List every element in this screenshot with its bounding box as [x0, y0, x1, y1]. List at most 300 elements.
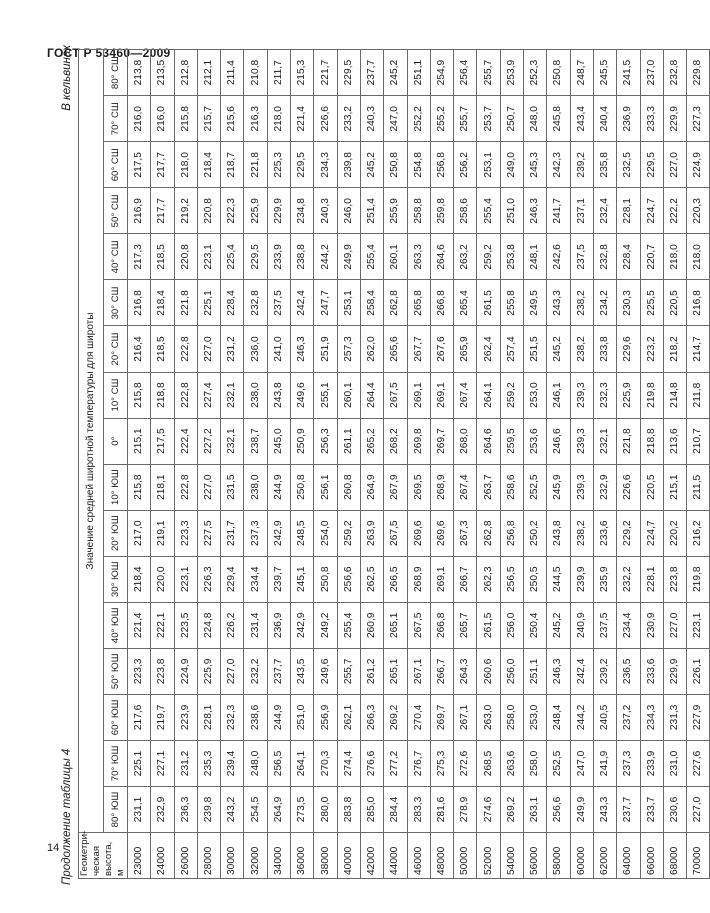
temperature-cell: 213,6: [663, 418, 686, 464]
temperature-cell: 274,4: [337, 740, 360, 786]
temperature-cell: 232,4: [593, 188, 616, 234]
temperature-cell: 227,6: [687, 740, 710, 786]
temperature-cell: 220,3: [687, 188, 710, 234]
temperature-cell: 241,7: [547, 188, 570, 234]
temperature-cell: 265,1: [384, 602, 407, 648]
temperature-cell: 224,7: [640, 188, 663, 234]
table-row: [640, 50, 663, 879]
temperature-cell: 238,0: [244, 464, 267, 510]
temperature-cell: 237,5: [267, 280, 290, 326]
latitude-column-header: 80° СШ: [103, 50, 128, 96]
temperature-cell: 220,0: [151, 556, 174, 602]
temperature-cell: 251,4: [360, 188, 383, 234]
temperature-cell: 237,7: [360, 50, 383, 96]
temperature-cell: 255,7: [337, 648, 360, 694]
temperature-cell: 249,6: [314, 648, 337, 694]
document-header: ГОСТ Р 53460—2009: [47, 46, 171, 60]
temperature-cell: 222,3: [221, 188, 244, 234]
temperature-cell: 259,2: [477, 234, 500, 280]
temperature-cell: 284,4: [384, 786, 407, 832]
temperature-cell: 268,2: [384, 418, 407, 464]
temperature-cell: 211,8: [687, 372, 710, 418]
temperature-cell: 260,6: [477, 648, 500, 694]
temperature-cell: 246,1: [547, 372, 570, 418]
temperature-cell: 248,1: [524, 234, 547, 280]
temperature-cell: 232,9: [151, 786, 174, 832]
temperature-cell: 269,6: [430, 510, 453, 556]
temperature-cell: 268,5: [477, 740, 500, 786]
temperature-cell: 247,0: [570, 740, 593, 786]
temperature-cell: 253,6: [524, 418, 547, 464]
temperature-cell: 243,3: [547, 280, 570, 326]
temperature-cell: 226,3: [197, 556, 220, 602]
altitude-header: Геометри-ческая высота, м: [79, 833, 128, 879]
temperature-cell: 223,1: [174, 556, 197, 602]
temperature-cell: 215,8: [174, 96, 197, 142]
temperature-cell: 219,7: [151, 694, 174, 740]
temperature-cell: 232,9: [593, 464, 616, 510]
temperature-cell: 250,8: [291, 464, 314, 510]
temperature-cell: 263,0: [477, 694, 500, 740]
temperature-cell: 222,8: [174, 326, 197, 372]
temperature-cell: 231,5: [221, 464, 244, 510]
table-row: [524, 50, 547, 879]
temperature-cell: 267,1: [407, 648, 430, 694]
temperature-cell: 245,5: [593, 50, 616, 96]
temperature-cell: 264,9: [267, 786, 290, 832]
latitude-group-header: Значение средней широтной температуры для широты: [79, 50, 104, 833]
temperature-cell: 231,4: [244, 602, 267, 648]
temperature-cell: 223,5: [174, 602, 197, 648]
temperature-cell: 253,1: [477, 142, 500, 188]
temperature-cell: 235,8: [593, 142, 616, 188]
temperature-cell: 269,5: [407, 464, 430, 510]
temperature-cell: 217,6: [128, 694, 151, 740]
temperature-cell: 233,9: [267, 234, 290, 280]
temperature-cell: 267,9: [384, 464, 407, 510]
temperature-cell: 232,1: [221, 372, 244, 418]
table-row: [407, 50, 430, 879]
temperature-cell: 218,4: [151, 280, 174, 326]
temperature-cell: 231,0: [663, 740, 686, 786]
temperature-cell: 216,0: [128, 96, 151, 142]
temperature-cell: 223,8: [663, 556, 686, 602]
temperature-cell: 234,2: [593, 280, 616, 326]
temperature-cell: 237,1: [570, 188, 593, 234]
temperature-cell: 229,5: [640, 142, 663, 188]
temperature-cell: 254,0: [314, 510, 337, 556]
temperature-cell: 214,8: [663, 372, 686, 418]
temperature-cell: 244,9: [267, 464, 290, 510]
temperature-cell: 256,8: [430, 142, 453, 188]
temperature-cell: 216,9: [128, 188, 151, 234]
temperature-cell: 216,2: [687, 510, 710, 556]
altitude-cell: 70000: [687, 833, 710, 879]
altitude-cell: 42000: [360, 833, 383, 879]
temperature-cell: 251,1: [524, 648, 547, 694]
temperature-cell: 228,1: [617, 188, 640, 234]
temperature-cell: 256,9: [314, 694, 337, 740]
temperature-cell: 238,8: [291, 234, 314, 280]
temperature-cell: 224,9: [174, 648, 197, 694]
temperature-cell: 229,4: [221, 556, 244, 602]
temperature-cell: 244,5: [547, 556, 570, 602]
temperature-cell: 260,1: [337, 372, 360, 418]
temperature-cell: 225,4: [221, 234, 244, 280]
temperature-cell: 275,3: [430, 740, 453, 786]
temperature-cell: 233,8: [593, 326, 616, 372]
temperature-cell: 251,9: [314, 326, 337, 372]
temperature-cell: 218,5: [151, 234, 174, 280]
temperature-cell: 262,8: [384, 280, 407, 326]
temperature-cell: 241,5: [617, 50, 640, 96]
temperature-cell: 263,6: [500, 740, 523, 786]
temperature-cell: 236,3: [174, 786, 197, 832]
temperature-cell: 229,2: [617, 510, 640, 556]
temperature-cell: 229,9: [663, 96, 686, 142]
temperature-cell: 255,7: [454, 96, 477, 142]
temperature-cell: 269,2: [500, 786, 523, 832]
temperature-cell: 233,6: [640, 648, 663, 694]
temperature-cell: 225,1: [197, 280, 220, 326]
temperature-cell: 267,5: [384, 510, 407, 556]
temperature-cell: 239,3: [570, 418, 593, 464]
temperature-cell: 249,9: [337, 234, 360, 280]
temperature-cell: 232,5: [617, 142, 640, 188]
temperature-cell: 228,4: [221, 280, 244, 326]
temperature-cell: 236,9: [267, 602, 290, 648]
table-row: [197, 50, 220, 879]
temperature-cell: 242,4: [291, 280, 314, 326]
temperature-cell: 255,9: [384, 188, 407, 234]
table-row: [547, 50, 570, 879]
temperature-cell: 224,8: [197, 602, 220, 648]
temperature-cell: 239,4: [221, 740, 244, 786]
temperature-cell: 266,7: [430, 648, 453, 694]
temperature-cell: 232,8: [593, 234, 616, 280]
temperature-cell: 261,1: [337, 418, 360, 464]
temperature-cell: 217,0: [128, 510, 151, 556]
temperature-cell: 227,9: [687, 694, 710, 740]
temperature-cell: 267,1: [454, 694, 477, 740]
temperature-cell: 264,3: [454, 648, 477, 694]
temperature-cell: 239,2: [593, 648, 616, 694]
temperature-cell: 250,2: [524, 510, 547, 556]
temperature-cell: 232,2: [244, 648, 267, 694]
temperature-cell: 246,3: [547, 648, 570, 694]
altitude-cell: 32000: [244, 833, 267, 879]
temperature-cell: 243,2: [221, 786, 244, 832]
temperature-cell: 263,1: [524, 786, 547, 832]
temperature-cell: 222,4: [174, 418, 197, 464]
temperature-cell: 255,4: [337, 602, 360, 648]
temperature-cell: 216,8: [128, 280, 151, 326]
altitude-cell: 34000: [267, 833, 290, 879]
temperature-cell: 255,1: [314, 372, 337, 418]
altitude-cell: 30000: [221, 833, 244, 879]
temperature-cell: 215,7: [197, 96, 220, 142]
temperature-cell: 221,4: [128, 602, 151, 648]
temperature-cell: 218,8: [151, 372, 174, 418]
latitude-column-header: 60° СШ: [103, 142, 128, 188]
table-row: [291, 50, 314, 879]
temperature-cell: 269,2: [384, 694, 407, 740]
temperature-cell: 237,5: [570, 234, 593, 280]
temperature-cell: 217,3: [128, 234, 151, 280]
temperature-cell: 266,8: [430, 602, 453, 648]
temperature-cell: 220,5: [640, 464, 663, 510]
temperature-cell: 239,9: [570, 556, 593, 602]
altitude-cell: 64000: [617, 833, 640, 879]
temperature-cell: 255,4: [360, 234, 383, 280]
temperature-cell: 224,9: [687, 142, 710, 188]
temperature-cell: 259,2: [337, 510, 360, 556]
temperature-cell: 231,7: [221, 510, 244, 556]
temperature-cell: 265,2: [360, 418, 383, 464]
temperature-cell: 226,6: [314, 96, 337, 142]
temperature-cell: 250,8: [384, 142, 407, 188]
temperature-cell: 267,4: [454, 372, 477, 418]
temperature-cell: 216,3: [244, 96, 267, 142]
temperature-cell: 233,6: [593, 510, 616, 556]
table-row: [570, 50, 593, 879]
temperature-cell: 232,8: [244, 280, 267, 326]
temperature-cell: 237,3: [617, 740, 640, 786]
temperature-cell: 252,5: [547, 740, 570, 786]
temperature-cell: 250,8: [547, 50, 570, 96]
temperature-cell: 229,5: [337, 50, 360, 96]
table-row: [174, 50, 197, 879]
units-note: В кельвинах: [61, 45, 73, 111]
temperature-cell: 226,6: [617, 464, 640, 510]
temperature-cell: 253,1: [337, 280, 360, 326]
altitude-cell: 24000: [151, 833, 174, 879]
temperature-cell: 215,8: [128, 372, 151, 418]
temperature-cell: 237,7: [617, 786, 640, 832]
temperature-cell: 249,9: [570, 786, 593, 832]
table-row: [384, 50, 407, 879]
latitude-column-header: 70° СШ: [103, 96, 128, 142]
temperature-cell: 237,7: [267, 648, 290, 694]
temperature-cell: 232,3: [221, 694, 244, 740]
temperature-cell: 246,3: [291, 326, 314, 372]
temperature-cell: 249,2: [314, 602, 337, 648]
temperature-cell: 237,5: [593, 602, 616, 648]
temperature-cell: 227,3: [687, 96, 710, 142]
table-row: [430, 50, 453, 879]
temperature-cell: 222,2: [663, 188, 686, 234]
altitude-cell: 26000: [174, 833, 197, 879]
temperature-cell: 230,6: [663, 786, 686, 832]
page-number: 14: [47, 842, 60, 854]
temperature-cell: 218,5: [151, 326, 174, 372]
temperature-cell: 213,5: [151, 50, 174, 96]
temperature-cell: 274,6: [477, 786, 500, 832]
temperature-cell: 215,1: [663, 464, 686, 510]
temperature-cell: 239,3: [570, 372, 593, 418]
temperature-cell: 238,2: [570, 326, 593, 372]
temperature-cell: 250,5: [524, 556, 547, 602]
temperature-cell: 269,7: [430, 418, 453, 464]
rotated-table-block: [56, 45, 704, 885]
temperature-cell: 228,1: [197, 694, 220, 740]
table-row: [500, 50, 523, 879]
temperature-cell: 248,5: [291, 510, 314, 556]
temperature-cell: 245,9: [547, 464, 570, 510]
temperature-cell: 245,0: [267, 418, 290, 464]
temperature-cell: 217,7: [151, 188, 174, 234]
temperature-cell: 221,8: [174, 280, 197, 326]
temperature-cell: 238,2: [570, 510, 593, 556]
temperature-cell: 247,7: [314, 280, 337, 326]
altitude-cell: 52000: [477, 833, 500, 879]
temperature-cell: 265,6: [384, 326, 407, 372]
temperature-cell: 218,0: [174, 142, 197, 188]
temperature-cell: 251,0: [291, 694, 314, 740]
temperature-cell: 218,2: [663, 326, 686, 372]
temperature-cell: 256,4: [454, 50, 477, 96]
temperature-cell: 239,8: [197, 786, 220, 832]
temperature-cell: 247,0: [384, 96, 407, 142]
temperature-cell: 235,9: [593, 556, 616, 602]
temperature-table: [78, 49, 710, 879]
temperature-cell: 264,6: [477, 418, 500, 464]
temperature-cell: 261,5: [477, 280, 500, 326]
altitude-cell: 46000: [407, 833, 430, 879]
temperature-cell: 248,0: [244, 740, 267, 786]
temperature-cell: 223,8: [151, 648, 174, 694]
temperature-cell: 229,9: [663, 648, 686, 694]
temperature-cell: 226,2: [221, 602, 244, 648]
temperature-cell: 218,8: [640, 418, 663, 464]
temperature-cell: 262,1: [337, 694, 360, 740]
temperature-cell: 231,2: [221, 326, 244, 372]
temperature-cell: 267,5: [407, 602, 430, 648]
temperature-cell: 269,1: [407, 372, 430, 418]
temperature-cell: 229,5: [291, 142, 314, 188]
temperature-cell: 223,3: [128, 648, 151, 694]
temperature-cell: 267,5: [384, 372, 407, 418]
temperature-cell: 218,7: [221, 142, 244, 188]
temperature-cell: 225,3: [267, 142, 290, 188]
temperature-cell: 236,9: [617, 96, 640, 142]
table-row: [663, 50, 686, 879]
temperature-cell: 227,1: [151, 740, 174, 786]
temperature-cell: 216,4: [128, 326, 151, 372]
temperature-cell: 268,0: [454, 418, 477, 464]
temperature-cell: 258,6: [454, 188, 477, 234]
temperature-cell: 221,4: [291, 96, 314, 142]
temperature-cell: 250,8: [314, 556, 337, 602]
latitude-column-header: 0°: [103, 418, 128, 464]
temperature-cell: 220,8: [197, 188, 220, 234]
temperature-cell: 246,3: [524, 188, 547, 234]
temperature-cell: 259,5: [500, 418, 523, 464]
temperature-cell: 244,9: [267, 694, 290, 740]
latitude-column-header: 50° СШ: [103, 188, 128, 234]
temperature-cell: 243,5: [291, 648, 314, 694]
temperature-cell: 241,9: [593, 740, 616, 786]
temperature-cell: 285,0: [360, 786, 383, 832]
altitude-cell: 54000: [500, 833, 523, 879]
temperature-cell: 235,3: [197, 740, 220, 786]
temperature-cell: 257,3: [337, 326, 360, 372]
temperature-cell: 234,3: [640, 694, 663, 740]
temperature-cell: 218,0: [663, 234, 686, 280]
temperature-cell: 258,0: [524, 740, 547, 786]
temperature-cell: 253,0: [524, 694, 547, 740]
altitude-cell: 36000: [291, 833, 314, 879]
temperature-cell: 223,9: [174, 694, 197, 740]
temperature-cell: 265,8: [407, 280, 430, 326]
temperature-cell: 251,0: [500, 188, 523, 234]
temperature-cell: 238,2: [570, 280, 593, 326]
temperature-cell: 256,5: [500, 556, 523, 602]
latitude-column-header: 80° ЮШ: [103, 786, 128, 832]
temperature-cell: 220,2: [663, 510, 686, 556]
temperature-cell: 217,7: [151, 142, 174, 188]
temperature-cell: 232,1: [221, 418, 244, 464]
temperature-cell: 267,3: [454, 510, 477, 556]
temperature-cell: 239,7: [267, 556, 290, 602]
temperature-cell: 211,4: [221, 50, 244, 96]
temperature-cell: 227,0: [197, 326, 220, 372]
temperature-cell: 227,0: [197, 464, 220, 510]
temperature-cell: 267,7: [407, 326, 430, 372]
temperature-cell: 255,4: [477, 188, 500, 234]
temperature-cell: 231,3: [663, 694, 686, 740]
temperature-cell: 220,7: [640, 234, 663, 280]
latitude-column-header: 70° ЮШ: [103, 740, 128, 786]
latitude-column-header: 20° ЮШ: [103, 510, 128, 556]
temperature-cell: 217,5: [128, 142, 151, 188]
temperature-cell: 269,6: [407, 510, 430, 556]
temperature-cell: 221,7: [314, 50, 337, 96]
temperature-cell: 245,2: [384, 50, 407, 96]
temperature-cell: 270,3: [314, 740, 337, 786]
temperature-cell: 248,7: [570, 50, 593, 96]
temperature-cell: 219,1: [151, 510, 174, 556]
temperature-cell: 254,8: [407, 142, 430, 188]
temperature-cell: 264,1: [291, 740, 314, 786]
temperature-cell: 283,3: [407, 786, 430, 832]
temperature-cell: 221,8: [244, 142, 267, 188]
table-row: [337, 50, 360, 879]
temperature-cell: 256,6: [547, 786, 570, 832]
temperature-cell: 230,3: [617, 280, 640, 326]
temperature-cell: 229,8: [687, 50, 710, 96]
temperature-cell: 253,8: [500, 234, 523, 280]
temperature-cell: 255,2: [430, 96, 453, 142]
temperature-cell: 239,8: [337, 142, 360, 188]
temperature-cell: 215,3: [291, 50, 314, 96]
temperature-cell: 265,9: [454, 326, 477, 372]
temperature-cell: 266,8: [430, 280, 453, 326]
temperature-cell: 242,9: [291, 602, 314, 648]
temperature-cell: 212,8: [174, 50, 197, 96]
temperature-cell: 215,8: [128, 464, 151, 510]
temperature-cell: 211,7: [267, 50, 290, 96]
temperature-cell: 258,0: [500, 694, 523, 740]
temperature-cell: 273,5: [291, 786, 314, 832]
temperature-cell: 269,7: [430, 694, 453, 740]
temperature-cell: 264,9: [360, 464, 383, 510]
temperature-cell: 228,4: [617, 234, 640, 280]
temperature-cell: 232,1: [593, 418, 616, 464]
altitude-cell: 68000: [663, 833, 686, 879]
latitude-column-header: 60° ЮШ: [103, 694, 128, 740]
temperature-cell: 223,2: [640, 326, 663, 372]
